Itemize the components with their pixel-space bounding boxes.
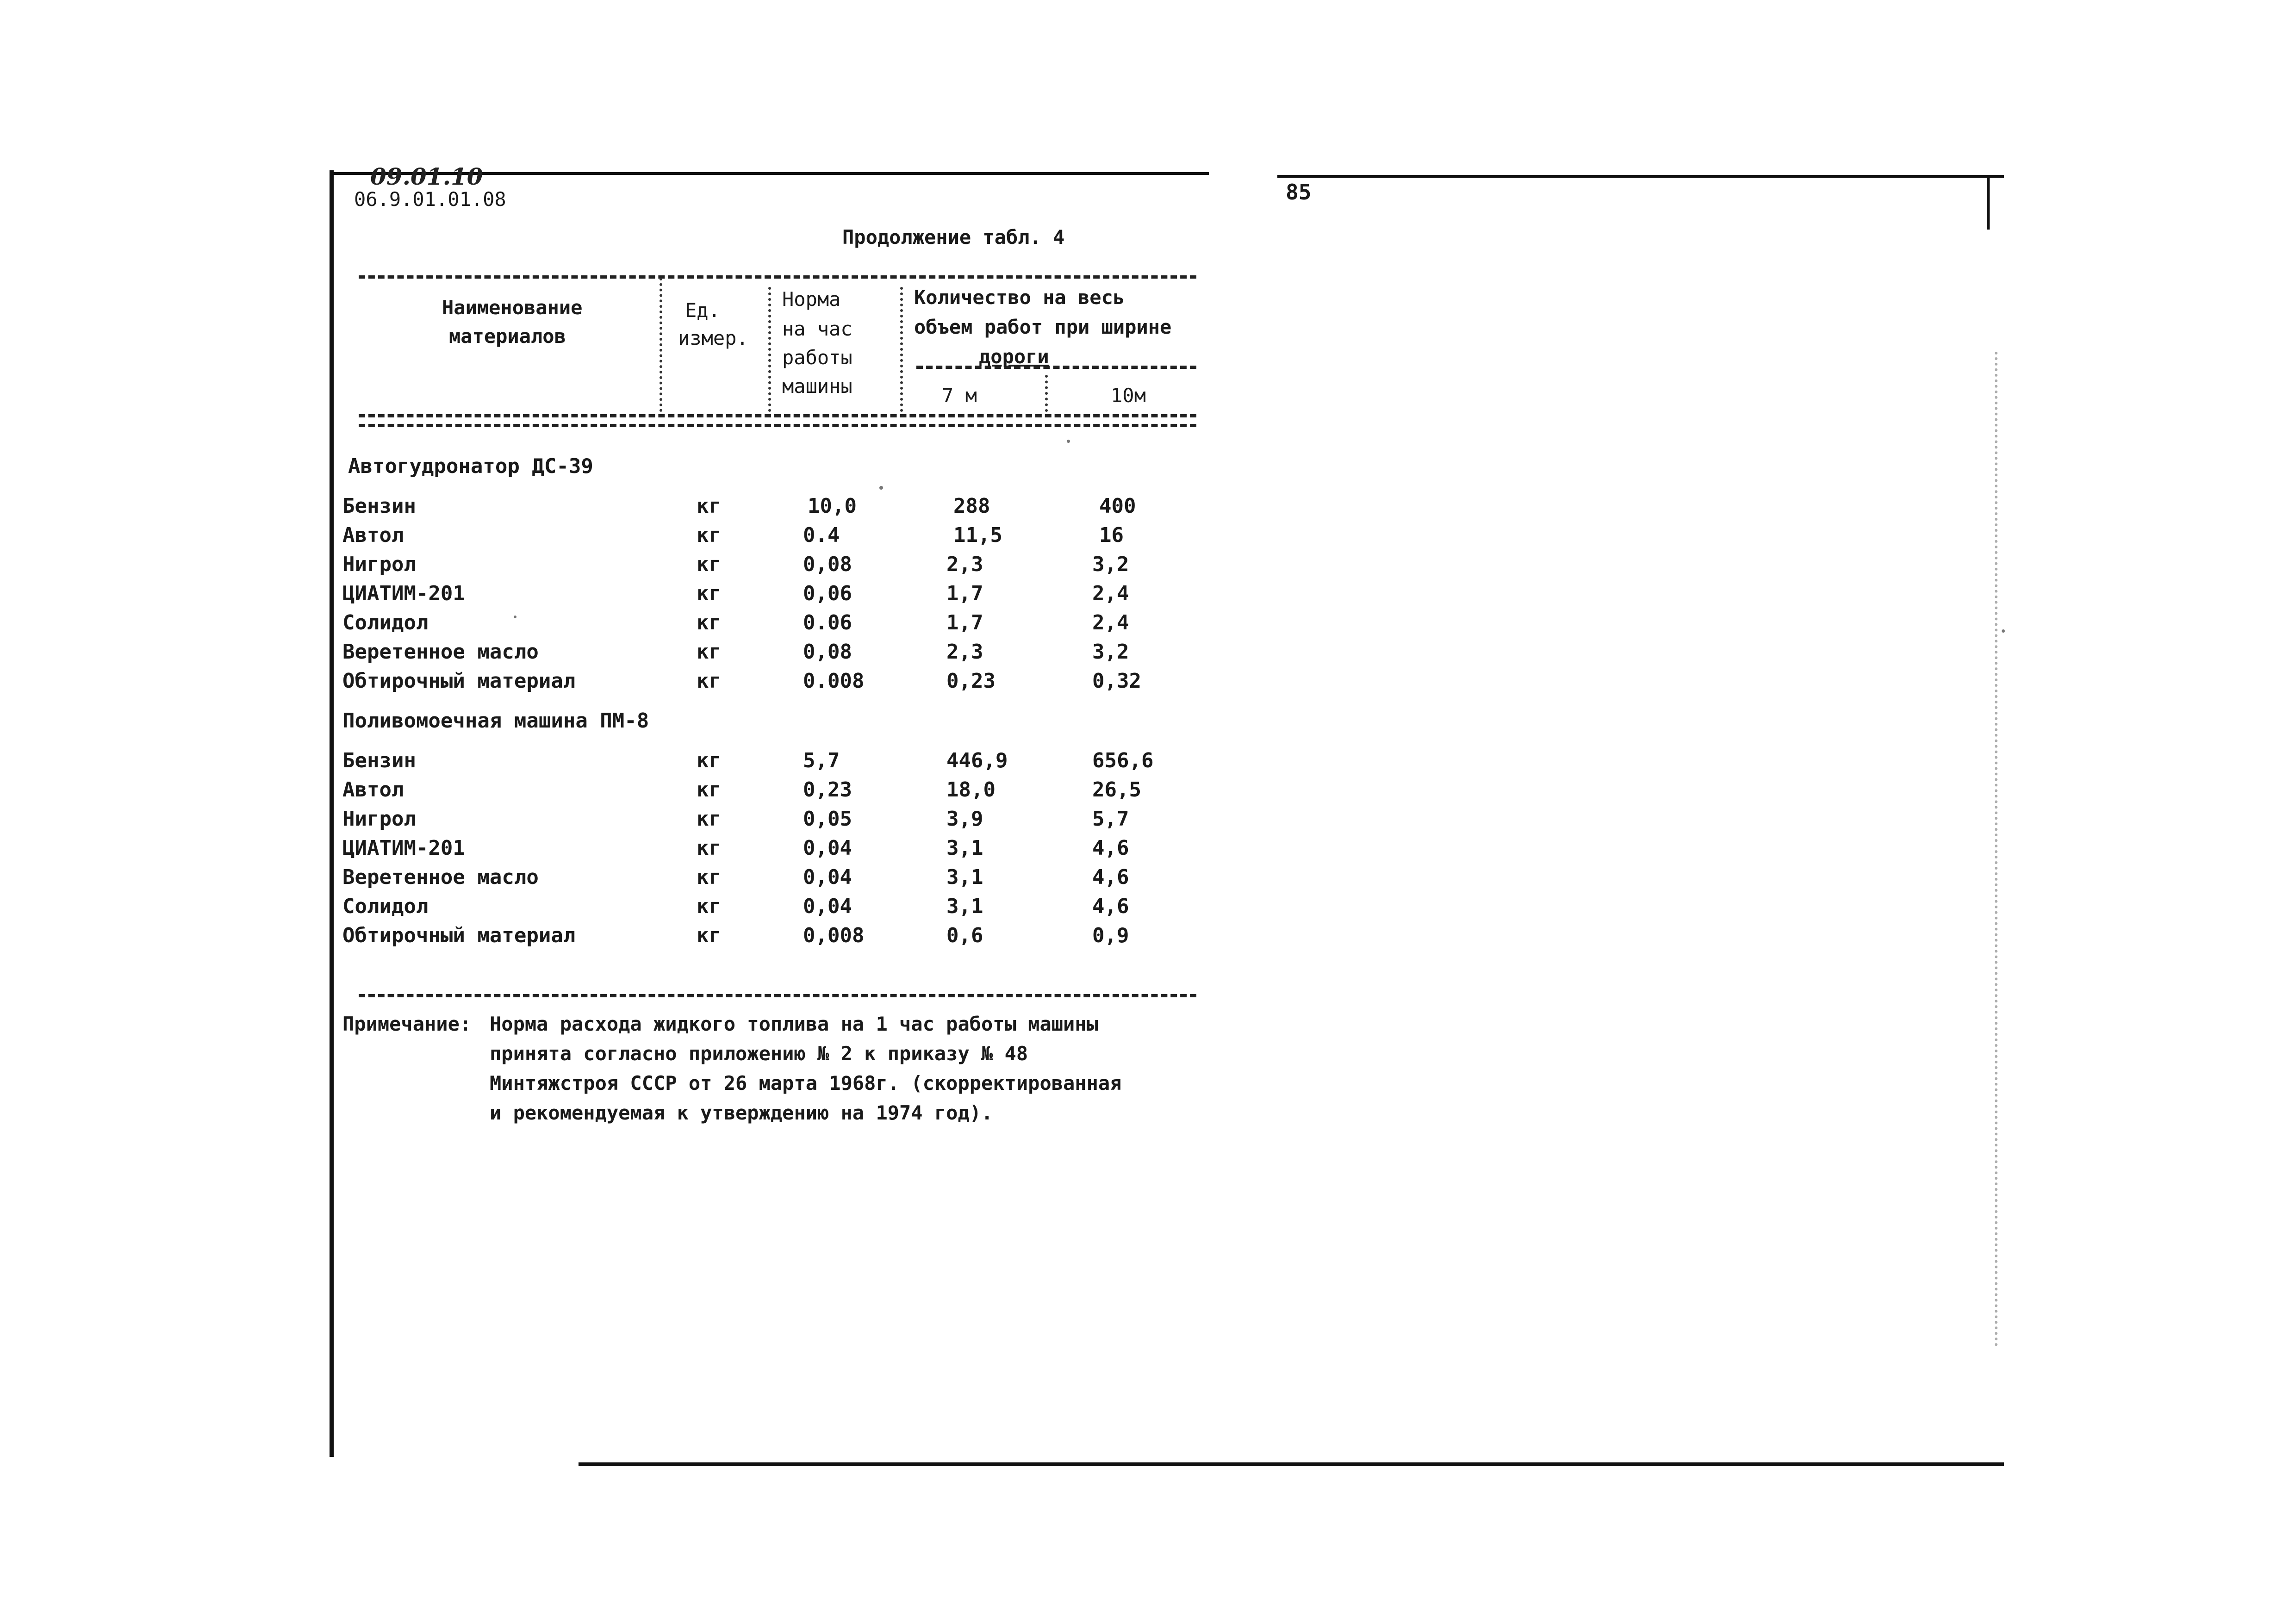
cell-q10: 2,4	[1092, 582, 1129, 605]
cell-unit: кг	[697, 611, 721, 634]
cell-norm: 0,05	[803, 807, 852, 831]
table-row	[0, 778, 1203, 806]
table-row	[0, 640, 1203, 668]
cell-norm: 0,04	[803, 895, 852, 918]
cell-name: Солидол	[342, 895, 429, 918]
cell-name: Солидол	[342, 611, 429, 634]
table-row	[0, 895, 1203, 922]
cell-unit: кг	[697, 778, 721, 802]
cell-unit: кг	[697, 924, 721, 947]
cell-q7: 3,9	[946, 807, 983, 831]
cell-name: Автол	[342, 523, 404, 547]
cell-unit: кг	[697, 669, 721, 693]
header-norm-line3: работы	[782, 346, 852, 369]
cell-norm: 0,04	[803, 836, 852, 860]
cell-name: Веретенное масло	[342, 865, 539, 889]
cell-q10: 400	[1099, 494, 1136, 518]
cell-name: Бензин	[342, 494, 416, 518]
cell-name: Нигрол	[342, 553, 416, 576]
header-qty-7m: 7 м	[942, 384, 977, 407]
cell-unit: кг	[697, 865, 721, 889]
cell-unit: кг	[697, 494, 721, 518]
table-row	[0, 553, 1203, 580]
cell-q7: 0,23	[946, 669, 996, 693]
cell-norm: 0.06	[803, 611, 852, 634]
scan-speck	[879, 486, 883, 490]
header-bottom-rule	[359, 414, 1196, 427]
cell-unit: кг	[697, 553, 721, 576]
cell-q7: 11,5	[953, 523, 1002, 547]
cell-name: Обтирочный материал	[342, 669, 576, 693]
table-row	[0, 807, 1203, 835]
header-norm-line4: машины	[782, 375, 852, 398]
col-sep-3	[900, 287, 903, 412]
cell-unit: кг	[697, 895, 721, 918]
page-number: 85	[1286, 180, 1312, 205]
col-sep-2	[768, 287, 771, 412]
cell-norm: 0,08	[803, 553, 852, 576]
document-code: 06.9.01.01.08	[354, 188, 506, 211]
cell-unit: кг	[697, 523, 721, 547]
cell-name: Нигрол	[342, 807, 416, 831]
table-row	[0, 836, 1203, 864]
table-row	[0, 669, 1203, 697]
handwritten-code: 09.01.10	[370, 163, 483, 190]
header-qty-line3: дороги	[979, 345, 1049, 368]
header-qty-line1: Количество на весь	[914, 286, 1125, 309]
qty-subheader-rule	[916, 366, 1196, 369]
cell-q10: 0,32	[1092, 669, 1141, 693]
cell-q7: 1,7	[946, 582, 983, 605]
scan-speck	[514, 616, 516, 618]
col-sep-4	[1045, 375, 1048, 412]
cell-q10: 26,5	[1092, 778, 1141, 802]
table-row	[0, 494, 1203, 522]
section-title-ds39: Автогудронатор ДС-39	[348, 454, 593, 478]
footnote-line: и рекомендуемая к утверждению на 1974 год).	[490, 1101, 993, 1124]
cell-q10: 3,2	[1092, 553, 1129, 576]
header-unit-line2: измер.	[678, 327, 748, 349]
footnote-label: Примечание:	[342, 1013, 472, 1035]
footnote-line: принята согласно приложению № 2 к приказу № 48	[490, 1042, 1028, 1065]
header-unit-line1: Ед.	[685, 299, 720, 322]
footnote-line: Норма расхода жидкого топлива на 1 час работы машины	[490, 1013, 1098, 1035]
cell-q10: 4,6	[1092, 895, 1129, 918]
cell-name: Обтирочный материал	[342, 924, 576, 947]
scan-speck	[2002, 629, 2005, 633]
cell-norm: 0,04	[803, 865, 852, 889]
cell-q10: 4,6	[1092, 836, 1129, 860]
table-row	[0, 582, 1203, 609]
cell-q10: 2,4	[1092, 611, 1129, 634]
cell-q10: 0,9	[1092, 924, 1129, 947]
cell-unit: кг	[697, 807, 721, 831]
cell-name: ЦИАТИМ-201	[342, 836, 465, 860]
table-row	[0, 523, 1203, 551]
header-name-line2: материалов	[449, 325, 566, 348]
cell-norm: 0.4	[803, 523, 840, 547]
cell-unit: кг	[697, 640, 721, 664]
cell-name: Автол	[342, 778, 404, 802]
header-top-rule	[359, 275, 1196, 279]
cell-q7: 3,1	[946, 865, 983, 889]
cell-norm: 5,7	[803, 749, 840, 772]
table-row	[0, 611, 1203, 639]
bottom-rule	[579, 1462, 2004, 1466]
cell-norm: 0.008	[803, 669, 865, 693]
cell-name: Бензин	[342, 749, 416, 772]
table-row	[0, 749, 1203, 777]
table-caption: Продолжение табл. 4	[842, 226, 1065, 249]
table-row	[0, 865, 1203, 893]
cell-q10: 5,7	[1092, 807, 1129, 831]
cell-q10: 16	[1099, 523, 1124, 547]
cell-norm: 0,23	[803, 778, 852, 802]
header-qty-10m: 10м	[1111, 384, 1146, 407]
cell-q7: 2,3	[946, 553, 983, 576]
cell-q7: 1,7	[946, 611, 983, 634]
cell-q10: 3,2	[1092, 640, 1129, 664]
header-name-line1: Наименование	[442, 296, 583, 319]
cell-name: Веретенное масло	[342, 640, 539, 664]
right-edge-dots	[1995, 352, 1997, 1347]
cell-q7: 446,9	[946, 749, 1008, 772]
top-rule-right	[1277, 175, 2004, 178]
cell-name: ЦИАТИМ-201	[342, 582, 465, 605]
footnote-line: Минтяжстроя СССР от 26 марта 1968г. (скорректированная	[490, 1072, 1122, 1094]
cell-unit: кг	[697, 749, 721, 772]
scan-speck	[1067, 440, 1070, 443]
cell-unit: кг	[697, 836, 721, 860]
table-row	[0, 924, 1203, 951]
cell-q7: 18,0	[946, 778, 996, 802]
table-bottom-rule	[359, 994, 1196, 997]
cell-norm: 0,008	[803, 924, 865, 947]
cell-q10: 656,6	[1092, 749, 1154, 772]
col-sep-1	[660, 278, 662, 412]
cell-norm: 10,0	[808, 494, 857, 518]
cell-q10: 4,6	[1092, 865, 1129, 889]
cell-q7: 3,1	[946, 895, 983, 918]
section-title-pm8: Поливомоечная машина ПМ-8	[342, 709, 649, 733]
cell-q7: 288	[953, 494, 990, 518]
cell-q7: 2,3	[946, 640, 983, 664]
cell-unit: кг	[697, 582, 721, 605]
cell-norm: 0,08	[803, 640, 852, 664]
header-norm-line1: Норма	[782, 288, 841, 311]
cell-q7: 3,1	[946, 836, 983, 860]
header-qty-line2: объем работ при ширине	[914, 316, 1172, 338]
right-corner-tick	[1987, 175, 1990, 230]
cell-q7: 0,6	[946, 924, 983, 947]
header-norm-line2: на час	[782, 317, 852, 340]
cell-norm: 0,06	[803, 582, 852, 605]
